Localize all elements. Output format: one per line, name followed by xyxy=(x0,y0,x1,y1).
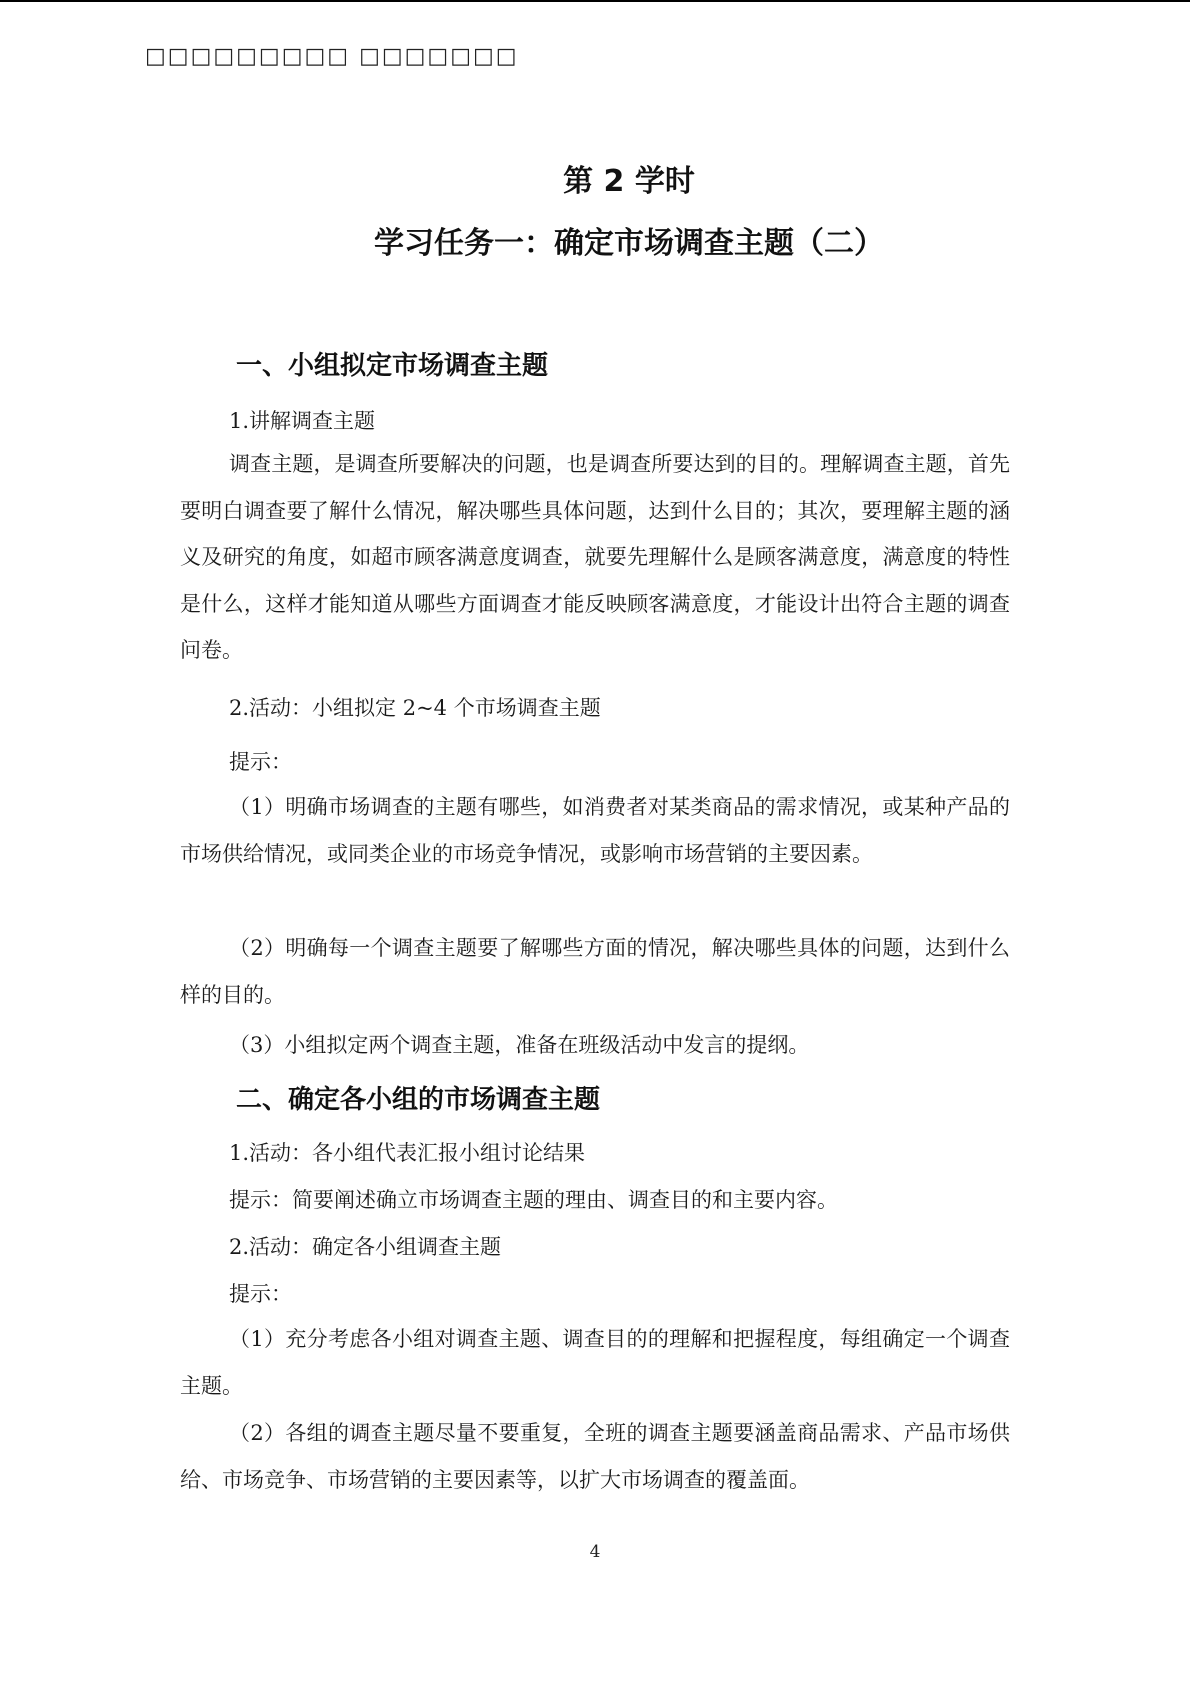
section-2-item-1-hint: 提示：简要阐述确立市场调查主题的理由、调查目的和主要内容。 xyxy=(229,1188,838,1212)
section-1-hint-1: （1）明确市场调查的主题有哪些，如消费者对某类商品的需求情况，或某种产品的市场供给情况，或同类企业的市场竞争情况，或影响市场营销的主要因素。 xyxy=(180,795,1010,866)
section-1-heading: 一、小组拟定市场调查主题 xyxy=(236,351,549,381)
section-2-item-2-label: 2.活动：确定各小组调查主题 xyxy=(229,1235,502,1259)
section-2-item-1-label: 1.活动：各小组代表汇报小组讨论结果 xyxy=(229,1141,586,1165)
section-1-hint-3: （3）小组拟定两个调查主题，准备在班级活动中发言的提纲。 xyxy=(229,1033,810,1057)
page-number: 4 xyxy=(589,1542,601,1562)
section-1-hint-2: （2）明确每一个调查主题要了解哪些方面的情况，解决哪些具体的问题，达到什么样的目的。 xyxy=(180,936,1010,1007)
section-1-item-2-label: 2.活动：小组拟定 2~4 个市场调查主题 xyxy=(229,696,601,720)
section-2-heading: 二、确定各小组的市场调查主题 xyxy=(236,1085,601,1115)
running-header: □□□□□□□□□ □□□□□□□ xyxy=(145,44,519,69)
section-2-hint-label: 提示： xyxy=(229,1282,292,1306)
section-2-hint-2: （2）各组的调查主题尽量不要重复，全班的调查主题要涵盖商品需求、产品市场供给、市场竞争、市场营销的主要因素等，以扩大市场调查的覆盖面。 xyxy=(180,1421,1010,1492)
section-1-hint-label: 提示： xyxy=(229,750,292,774)
lesson-title: 第 2 学时 xyxy=(563,164,695,199)
section-1-item-1-body: 调查主题，是调查所要解决的问题，也是调查所要达到的目的。理解调查主题，首先要明白调查要了解什么情况，解决哪些具体问题，达到什么目的；其次，要理解主题的涵义及研究的角度，如超市顾客满意度调查，就要先理解什么是顾客满意度，满意度的特性是什么，这样才能知道从哪些方面调查才能反映顾客满意度，才能设计出符合主题的调查问卷。 xyxy=(180,452,1010,662)
top-border-rule xyxy=(0,0,1190,2)
task-title: 学习任务一：确定市场调查主题（二） xyxy=(374,226,884,261)
section-2-hint-1: （1）充分考虑各小组对调查主题、调查目的的理解和把握程度，每组确定一个调查主题。 xyxy=(180,1327,1010,1398)
section-1-item-1-label: 1.讲解调查主题 xyxy=(229,409,376,433)
